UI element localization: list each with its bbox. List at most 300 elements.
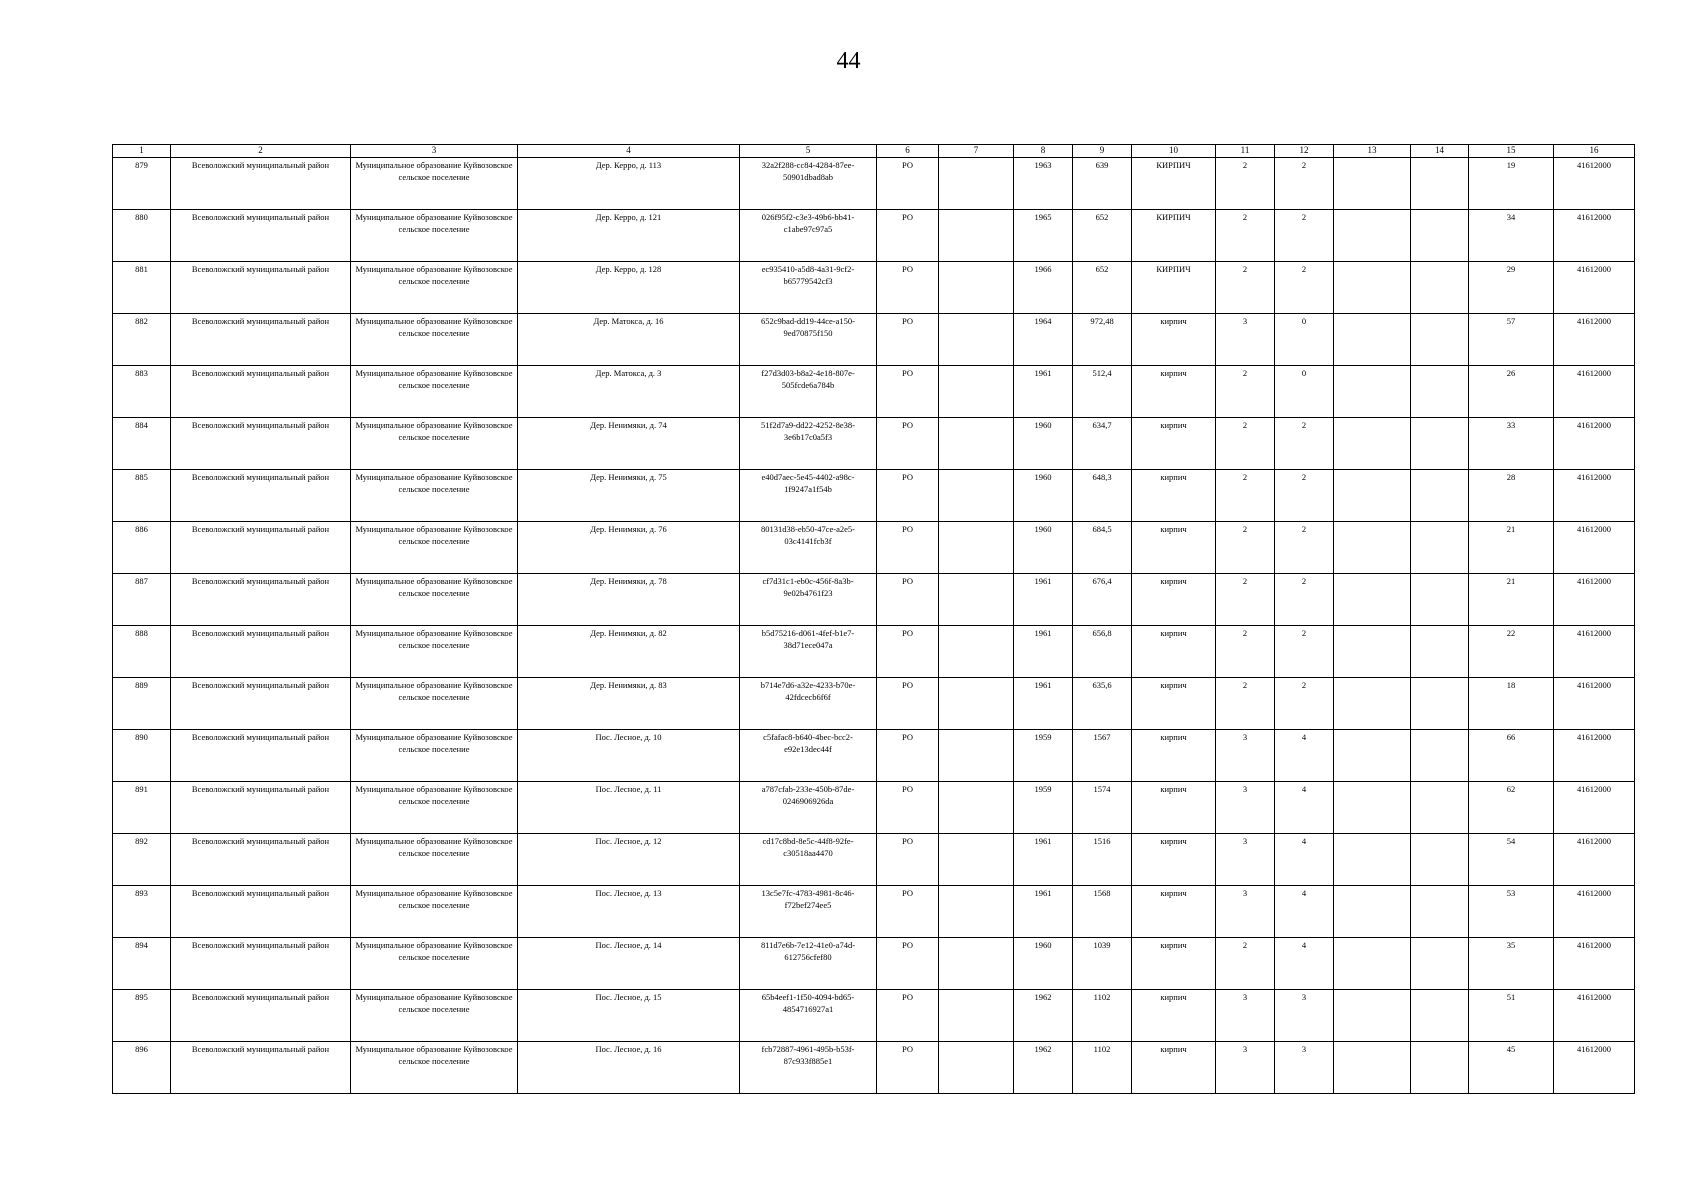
district-cell: Всеволожский муниципальный район	[171, 938, 351, 990]
wall-material-cell: кирпич	[1132, 314, 1216, 366]
year-cell: 1961	[1014, 834, 1073, 886]
column-7-cell	[939, 678, 1014, 730]
entrances-cell: 2	[1275, 210, 1334, 262]
column-15-cell: 53	[1469, 886, 1554, 938]
column-15-cell: 54	[1469, 834, 1554, 886]
address-cell: Пос. Лесное, д. 11	[518, 782, 740, 834]
table-row	[113, 314, 1635, 366]
wall-material-cell: кирпич	[1132, 522, 1216, 574]
column-7-cell	[939, 886, 1014, 938]
entrances-cell: 2	[1275, 470, 1334, 522]
year-cell: 1961	[1014, 886, 1073, 938]
floors-cell: 3	[1216, 834, 1275, 886]
column-6-cell: РО	[877, 626, 939, 678]
column-7-cell	[939, 730, 1014, 782]
guid-cell: 13c5e7fc-4783-4981-8c46-f72bef274ee5	[740, 886, 877, 938]
row-number: 893	[113, 886, 171, 938]
column-7-cell	[939, 366, 1014, 418]
guid-cell: ec935410-a5d8-4a31-9cf2-b65779542cf3	[740, 262, 877, 314]
column-7-cell	[939, 158, 1014, 210]
district-cell: Всеволожский муниципальный район	[171, 834, 351, 886]
column-15-cell: 45	[1469, 1042, 1554, 1094]
column-15-cell: 21	[1469, 574, 1554, 626]
year-cell: 1961	[1014, 574, 1073, 626]
guid-cell: fcb72887-4961-495b-b53f-87c933f885e1	[740, 1042, 877, 1094]
column-14-cell	[1411, 990, 1469, 1042]
address-cell: Дер. Ненимяки, д. 76	[518, 522, 740, 574]
oktmo-cell: 41612000	[1554, 366, 1635, 418]
oktmo-cell: 41612000	[1554, 886, 1635, 938]
year-cell: 1965	[1014, 210, 1073, 262]
wall-material-cell: кирпич	[1132, 782, 1216, 834]
year-cell: 1962	[1014, 1042, 1073, 1094]
floors-cell: 3	[1216, 990, 1275, 1042]
wall-material-cell: кирпич	[1132, 678, 1216, 730]
column-13-cell	[1334, 990, 1411, 1042]
oktmo-cell: 41612000	[1554, 210, 1635, 262]
table-row	[113, 730, 1635, 782]
address-cell: Дер. Ненимяки, д. 78	[518, 574, 740, 626]
floors-cell: 3	[1216, 730, 1275, 782]
column-header-5: 5	[740, 145, 877, 158]
entrances-cell: 4	[1275, 938, 1334, 990]
table-row	[113, 938, 1635, 990]
column-14-cell	[1411, 1042, 1469, 1094]
column-header-7: 7	[939, 145, 1014, 158]
area-cell: 634,7	[1073, 418, 1132, 470]
year-cell: 1961	[1014, 678, 1073, 730]
year-cell: 1964	[1014, 314, 1073, 366]
floors-cell: 2	[1216, 470, 1275, 522]
address-cell: Пос. Лесное, д. 12	[518, 834, 740, 886]
column-13-cell	[1334, 678, 1411, 730]
area-cell: 639	[1073, 158, 1132, 210]
floors-cell: 3	[1216, 1042, 1275, 1094]
column-13-cell	[1334, 522, 1411, 574]
year-cell: 1961	[1014, 366, 1073, 418]
column-13-cell	[1334, 574, 1411, 626]
row-number: 892	[113, 834, 171, 886]
column-6-cell: РО	[877, 418, 939, 470]
column-6-cell: РО	[877, 886, 939, 938]
year-cell: 1963	[1014, 158, 1073, 210]
column-7-cell	[939, 626, 1014, 678]
column-6-cell: РО	[877, 730, 939, 782]
row-number: 891	[113, 782, 171, 834]
column-header-12: 12	[1275, 145, 1334, 158]
address-cell: Пос. Лесное, д. 13	[518, 886, 740, 938]
entrances-cell: 4	[1275, 834, 1334, 886]
address-cell: Дер. Ненимяки, д. 82	[518, 626, 740, 678]
wall-material-cell: кирпич	[1132, 1042, 1216, 1094]
guid-cell: 51f2d7a9-dd22-4252-8e38-3e6b17c0a5f3	[740, 418, 877, 470]
address-cell: Дер. Керро, д. 128	[518, 262, 740, 314]
municipality-cell: Муниципальное образование Куйвозовское сельское поселение	[351, 418, 518, 470]
guid-cell: cd17c8bd-8e5c-44f8-92fe-c30518aa4470	[740, 834, 877, 886]
column-13-cell	[1334, 886, 1411, 938]
column-header-10: 10	[1132, 145, 1216, 158]
municipality-cell: Муниципальное образование Куйвозовское сельское поселение	[351, 522, 518, 574]
column-15-cell: 33	[1469, 418, 1554, 470]
column-14-cell	[1411, 678, 1469, 730]
column-7-cell	[939, 418, 1014, 470]
wall-material-cell: кирпич	[1132, 574, 1216, 626]
column-14-cell	[1411, 834, 1469, 886]
floors-cell: 2	[1216, 158, 1275, 210]
oktmo-cell: 41612000	[1554, 626, 1635, 678]
column-7-cell	[939, 990, 1014, 1042]
column-6-cell: РО	[877, 470, 939, 522]
area-cell: 972,48	[1073, 314, 1132, 366]
wall-material-cell: кирпич	[1132, 470, 1216, 522]
column-header-2: 2	[171, 145, 351, 158]
column-7-cell	[939, 834, 1014, 886]
year-cell: 1959	[1014, 782, 1073, 834]
floors-cell: 2	[1216, 938, 1275, 990]
column-header-3: 3	[351, 145, 518, 158]
column-header-8: 8	[1014, 145, 1073, 158]
address-cell: Пос. Лесное, д. 16	[518, 1042, 740, 1094]
floors-cell: 2	[1216, 262, 1275, 314]
area-cell: 1516	[1073, 834, 1132, 886]
column-14-cell	[1411, 730, 1469, 782]
column-6-cell: РО	[877, 990, 939, 1042]
floors-cell: 2	[1216, 626, 1275, 678]
guid-cell: 652c9bad-dd19-44ce-a150-9ed70875f150	[740, 314, 877, 366]
column-header-11: 11	[1216, 145, 1275, 158]
municipality-cell: Муниципальное образование Куйвозовское сельское поселение	[351, 262, 518, 314]
guid-cell: 026f95f2-c3e3-49b6-bb41-c1abe97c97a5	[740, 210, 877, 262]
table-row	[113, 834, 1635, 886]
column-15-cell: 34	[1469, 210, 1554, 262]
municipality-cell: Муниципальное образование Куйвозовское сельское поселение	[351, 730, 518, 782]
year-cell: 1966	[1014, 262, 1073, 314]
oktmo-cell: 41612000	[1554, 834, 1635, 886]
oktmo-cell: 41612000	[1554, 418, 1635, 470]
area-cell: 1039	[1073, 938, 1132, 990]
area-cell: 1567	[1073, 730, 1132, 782]
entrances-cell: 0	[1275, 366, 1334, 418]
column-13-cell	[1334, 626, 1411, 678]
row-number: 887	[113, 574, 171, 626]
area-cell: 1102	[1073, 1042, 1132, 1094]
column-14-cell	[1411, 314, 1469, 366]
area-cell: 652	[1073, 210, 1132, 262]
wall-material-cell: кирпич	[1132, 990, 1216, 1042]
table-row	[113, 626, 1635, 678]
column-header-6: 6	[877, 145, 939, 158]
floors-cell: 2	[1216, 418, 1275, 470]
wall-material-cell: кирпич	[1132, 834, 1216, 886]
address-cell: Дер. Матокса, д. 3	[518, 366, 740, 418]
oktmo-cell: 41612000	[1554, 314, 1635, 366]
column-14-cell	[1411, 782, 1469, 834]
table-row	[113, 782, 1635, 834]
municipality-cell: Муниципальное образование Куйвозовское сельское поселение	[351, 314, 518, 366]
area-cell: 656,8	[1073, 626, 1132, 678]
municipality-cell: Муниципальное образование Куйвозовское сельское поселение	[351, 366, 518, 418]
entrances-cell: 4	[1275, 730, 1334, 782]
guid-cell: e40d7aec-5e45-4402-a98c-1f9247a1f54b	[740, 470, 877, 522]
entrances-cell: 4	[1275, 782, 1334, 834]
entrances-cell: 2	[1275, 678, 1334, 730]
table-row	[113, 522, 1635, 574]
district-cell: Всеволожский муниципальный район	[171, 314, 351, 366]
wall-material-cell: кирпич	[1132, 886, 1216, 938]
floors-cell: 2	[1216, 522, 1275, 574]
column-6-cell: РО	[877, 678, 939, 730]
row-number: 884	[113, 418, 171, 470]
table-row	[113, 210, 1635, 262]
column-13-cell	[1334, 730, 1411, 782]
floors-cell: 3	[1216, 782, 1275, 834]
entrances-cell: 3	[1275, 990, 1334, 1042]
district-cell: Всеволожский муниципальный район	[171, 470, 351, 522]
column-13-cell	[1334, 210, 1411, 262]
column-13-cell	[1334, 366, 1411, 418]
area-cell: 648,3	[1073, 470, 1132, 522]
column-13-cell	[1334, 938, 1411, 990]
column-13-cell	[1334, 834, 1411, 886]
year-cell: 1961	[1014, 626, 1073, 678]
address-cell: Дер. Керро, д. 113	[518, 158, 740, 210]
entrances-cell: 3	[1275, 1042, 1334, 1094]
row-number: 895	[113, 990, 171, 1042]
municipality-cell: Муниципальное образование Куйвозовское сельское поселение	[351, 678, 518, 730]
column-15-cell: 62	[1469, 782, 1554, 834]
floors-cell: 3	[1216, 314, 1275, 366]
year-cell: 1960	[1014, 470, 1073, 522]
guid-cell: 80131d38-eb50-47ce-a2e5-03c4141fcb3f	[740, 522, 877, 574]
entrances-cell: 2	[1275, 418, 1334, 470]
column-7-cell	[939, 210, 1014, 262]
area-cell: 1568	[1073, 886, 1132, 938]
column-15-cell: 51	[1469, 990, 1554, 1042]
wall-material-cell: КИРПИЧ	[1132, 210, 1216, 262]
column-6-cell: РО	[877, 782, 939, 834]
district-cell: Всеволожский муниципальный район	[171, 574, 351, 626]
column-13-cell	[1334, 262, 1411, 314]
entrances-cell: 2	[1275, 626, 1334, 678]
oktmo-cell: 41612000	[1554, 158, 1635, 210]
row-number: 889	[113, 678, 171, 730]
address-cell: Дер. Ненимяки, д. 74	[518, 418, 740, 470]
column-header-9: 9	[1073, 145, 1132, 158]
year-cell: 1960	[1014, 418, 1073, 470]
wall-material-cell: КИРПИЧ	[1132, 262, 1216, 314]
municipality-cell: Муниципальное образование Куйвозовское сельское поселение	[351, 886, 518, 938]
year-cell: 1960	[1014, 938, 1073, 990]
area-cell: 635,6	[1073, 678, 1132, 730]
district-cell: Всеволожский муниципальный район	[171, 1042, 351, 1094]
oktmo-cell: 41612000	[1554, 262, 1635, 314]
column-13-cell	[1334, 470, 1411, 522]
district-cell: Всеволожский муниципальный район	[171, 730, 351, 782]
table-row	[113, 574, 1635, 626]
column-15-cell: 35	[1469, 938, 1554, 990]
row-number: 881	[113, 262, 171, 314]
entrances-cell: 4	[1275, 886, 1334, 938]
guid-cell: b714e7d6-a32e-4233-b70e-42fdcecb6f6f	[740, 678, 877, 730]
table-row	[113, 1042, 1635, 1094]
guid-cell: cf7d31c1-eb0c-456f-8a3b-9e02b4761f23	[740, 574, 877, 626]
column-6-cell: РО	[877, 1042, 939, 1094]
row-number: 888	[113, 626, 171, 678]
column-13-cell	[1334, 314, 1411, 366]
year-cell: 1959	[1014, 730, 1073, 782]
column-header-13: 13	[1334, 145, 1411, 158]
area-cell: 1574	[1073, 782, 1132, 834]
row-number: 885	[113, 470, 171, 522]
oktmo-cell: 41612000	[1554, 938, 1635, 990]
column-7-cell	[939, 470, 1014, 522]
address-cell: Дер. Матокса, д. 16	[518, 314, 740, 366]
district-cell: Всеволожский муниципальный район	[171, 678, 351, 730]
column-14-cell	[1411, 886, 1469, 938]
column-7-cell	[939, 1042, 1014, 1094]
column-header-4: 4	[518, 145, 740, 158]
municipality-cell: Муниципальное образование Куйвозовское сельское поселение	[351, 470, 518, 522]
column-header-16: 16	[1554, 145, 1635, 158]
address-cell: Дер. Ненимяки, д. 83	[518, 678, 740, 730]
district-cell: Всеволожский муниципальный район	[171, 990, 351, 1042]
address-cell: Пос. Лесное, д. 15	[518, 990, 740, 1042]
column-15-cell: 66	[1469, 730, 1554, 782]
guid-cell: 811d7e6b-7e12-41e0-a74d-612756cfef80	[740, 938, 877, 990]
table-row	[113, 158, 1635, 210]
wall-material-cell: кирпич	[1132, 418, 1216, 470]
municipality-cell: Муниципальное образование Куйвозовское сельское поселение	[351, 158, 518, 210]
table-row	[113, 470, 1635, 522]
column-13-cell	[1334, 1042, 1411, 1094]
column-15-cell: 57	[1469, 314, 1554, 366]
column-14-cell	[1411, 366, 1469, 418]
municipality-cell: Муниципальное образование Куйвозовское сельское поселение	[351, 990, 518, 1042]
guid-cell: a787cfab-233e-450b-87de-0246906926da	[740, 782, 877, 834]
row-number: 890	[113, 730, 171, 782]
year-cell: 1960	[1014, 522, 1073, 574]
district-cell: Всеволожский муниципальный район	[171, 366, 351, 418]
column-14-cell	[1411, 522, 1469, 574]
district-cell: Всеволожский муниципальный район	[171, 886, 351, 938]
column-14-cell	[1411, 470, 1469, 522]
area-cell: 676,4	[1073, 574, 1132, 626]
municipality-cell: Муниципальное образование Куйвозовское сельское поселение	[351, 626, 518, 678]
table-row	[113, 678, 1635, 730]
entrances-cell: 2	[1275, 158, 1334, 210]
district-cell: Всеволожский муниципальный район	[171, 210, 351, 262]
guid-cell: 32a2f288-cc84-4284-87ee-50901dbad8ab	[740, 158, 877, 210]
municipality-cell: Муниципальное образование Куйвозовское сельское поселение	[351, 834, 518, 886]
table-row	[113, 418, 1635, 470]
table-row	[113, 990, 1635, 1042]
row-number: 894	[113, 938, 171, 990]
row-number: 882	[113, 314, 171, 366]
row-number: 883	[113, 366, 171, 418]
column-header-1: 1	[113, 145, 171, 158]
column-7-cell	[939, 938, 1014, 990]
column-6-cell: РО	[877, 158, 939, 210]
municipality-cell: Муниципальное образование Куйвозовское сельское поселение	[351, 782, 518, 834]
column-6-cell: РО	[877, 574, 939, 626]
column-14-cell	[1411, 626, 1469, 678]
wall-material-cell: КИРПИЧ	[1132, 158, 1216, 210]
column-6-cell: РО	[877, 834, 939, 886]
oktmo-cell: 41612000	[1554, 470, 1635, 522]
guid-cell: c5fafac8-b640-4bec-bcc2-e92e13dec44f	[740, 730, 877, 782]
address-cell: Дер. Керро, д. 121	[518, 210, 740, 262]
wall-material-cell: кирпич	[1132, 626, 1216, 678]
oktmo-cell: 41612000	[1554, 678, 1635, 730]
area-cell: 512,4	[1073, 366, 1132, 418]
table-row	[113, 886, 1635, 938]
oktmo-cell: 41612000	[1554, 522, 1635, 574]
column-14-cell	[1411, 938, 1469, 990]
district-cell: Всеволожский муниципальный район	[171, 418, 351, 470]
municipality-cell: Муниципальное образование Куйвозовское сельское поселение	[351, 1042, 518, 1094]
column-6-cell: РО	[877, 262, 939, 314]
column-header-14: 14	[1411, 145, 1469, 158]
column-6-cell: РО	[877, 314, 939, 366]
entrances-cell: 2	[1275, 574, 1334, 626]
row-number: 886	[113, 522, 171, 574]
area-cell: 684,5	[1073, 522, 1132, 574]
column-15-cell: 19	[1469, 158, 1554, 210]
column-15-cell: 28	[1469, 470, 1554, 522]
column-15-cell: 18	[1469, 678, 1554, 730]
guid-cell: b5d75216-d061-4fef-b1e7-38d71ece047a	[740, 626, 877, 678]
housing-registry-table	[112, 144, 1635, 1094]
column-13-cell	[1334, 158, 1411, 210]
district-cell: Всеволожский муниципальный район	[171, 522, 351, 574]
address-cell: Дер. Ненимяки, д. 75	[518, 470, 740, 522]
column-14-cell	[1411, 418, 1469, 470]
row-number: 896	[113, 1042, 171, 1094]
column-15-cell: 22	[1469, 626, 1554, 678]
column-14-cell	[1411, 210, 1469, 262]
entrances-cell: 2	[1275, 522, 1334, 574]
column-7-cell	[939, 574, 1014, 626]
table-row	[113, 366, 1635, 418]
district-cell: Всеволожский муниципальный район	[171, 782, 351, 834]
column-15-cell: 26	[1469, 366, 1554, 418]
district-cell: Всеволожский муниципальный район	[171, 158, 351, 210]
oktmo-cell: 41612000	[1554, 782, 1635, 834]
municipality-cell: Муниципальное образование Куйвозовское сельское поселение	[351, 210, 518, 262]
area-cell: 652	[1073, 262, 1132, 314]
column-13-cell	[1334, 418, 1411, 470]
column-14-cell	[1411, 158, 1469, 210]
column-14-cell	[1411, 574, 1469, 626]
floors-cell: 2	[1216, 574, 1275, 626]
column-7-cell	[939, 782, 1014, 834]
column-6-cell: РО	[877, 366, 939, 418]
column-15-cell: 29	[1469, 262, 1554, 314]
oktmo-cell: 41612000	[1554, 990, 1635, 1042]
column-13-cell	[1334, 782, 1411, 834]
column-14-cell	[1411, 262, 1469, 314]
floors-cell: 2	[1216, 210, 1275, 262]
column-6-cell: РО	[877, 522, 939, 574]
district-cell: Всеволожский муниципальный район	[171, 626, 351, 678]
guid-cell: 65b4eef1-1f50-4094-bd65-4854716927a1	[740, 990, 877, 1042]
address-cell: Пос. Лесное, д. 14	[518, 938, 740, 990]
page-number: 44	[836, 48, 861, 74]
entrances-cell: 0	[1275, 314, 1334, 366]
area-cell: 1102	[1073, 990, 1132, 1042]
column-number-header-row	[113, 145, 1635, 158]
year-cell: 1962	[1014, 990, 1073, 1042]
